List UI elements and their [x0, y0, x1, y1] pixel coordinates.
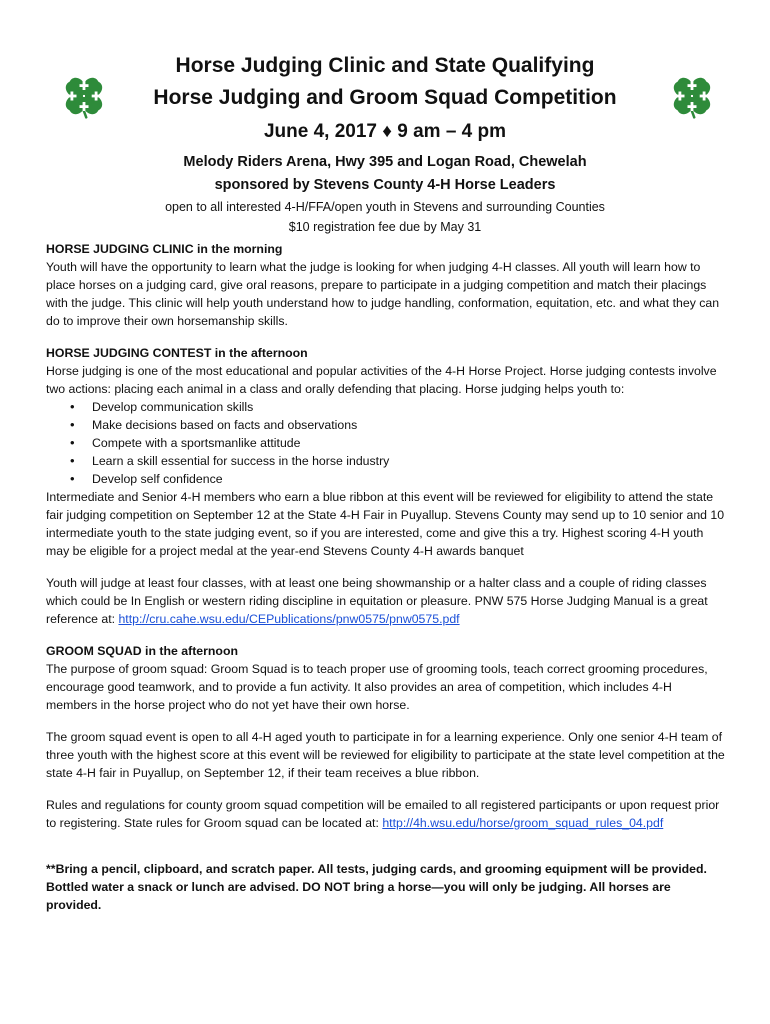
event-date: June 4, 2017 ♦ 9 am – 4 pm: [263, 121, 507, 142]
registration-fee: $10 registration fee due by May 31: [288, 220, 482, 234]
bring-note: **Bring a pencil, clipboard, and scratch paper. All tests, judging cards, and grooming equipment will be provided. Bottled water a snack or lunch are advised. DO NOT bring a horse—you will only be judging. All horses are provided.: [46, 862, 707, 912]
contest-eligibility: Intermediate and Senior 4-H members who earn a blue ribbon at this event will be reviewed for eligibility to attend the state fair judging competition on September 12 at the State 4-H Fair in Puyallup. Stevens County may send up to 10 senior and 10 intermediate youth to the state judging event, so if you are interested, come and give this a try. Highest scoring 4-H youth may be eligible for a project medal at the year-end Stevens County 4-H awards banquet: [46, 490, 725, 558]
4h-clover-icon: [666, 70, 718, 122]
groom-rules-text: Rules and regulations for county groom squad competition will be emailed to all registered participants or upon request prior to registering. State rules for Groom squad can be located at:: [46, 798, 720, 830]
event-venue: Melody Riders Arena, Hwy 395 and Logan Road, Chewelah: [183, 154, 587, 170]
clinic-heading: HORSE JUDGING CLINIC in the morning: [46, 242, 283, 256]
skills-list: [46, 398, 726, 488]
groom-purpose: The purpose of groom squad: Groom Squad is to teach proper use of grooming tools, teach correct grooming procedures, encourage good teamwork, and to provide a fun activity. It also provides an area of competition, which includes 4-H members in the horse project who do not yet have their own horse.: [46, 662, 708, 712]
rules-link[interactable]: http://4h.wsu.edu/horse/groom_squad_rules_04.pdf: [382, 816, 664, 830]
clinic-body: Youth will have the opportunity to learn what the judge is looking for when judging 4-H classes. All youth will learn how to place horses on a judging card, give oral reasons, prepare to participate in a judging competition and match their placings with the judge. This clinic will help youth understand how to judge handling, conformation, equitation, etc. and what they can do to improve their own horsemanship skills.: [46, 260, 720, 328]
groom-heading: GROOM SQUAD in the afternoon: [46, 644, 238, 658]
manual-link[interactable]: http://cru.cahe.wsu.edu/CEPublications/pnw0575/pnw0575.pdf: [118, 612, 460, 626]
list-item: • Make decisions based on facts and observations: [90, 416, 726, 434]
contest-classes: [46, 574, 726, 628]
title-line-2: Horse Judging and Groom Squad Competition: [153, 86, 617, 109]
list-item: • Learn a skill essential for success in the horse industry: [90, 452, 726, 470]
clinic-section: [46, 240, 726, 330]
eligibility-note: open to all interested 4-H/FFA/open youth in Stevens and surrounding Counties: [165, 200, 605, 214]
groom-rules: [46, 796, 726, 832]
flyer-body: [46, 240, 726, 914]
title-line-1: Horse Judging Clinic and State Qualifying: [175, 54, 595, 77]
contest-section: [46, 344, 726, 628]
contest-classes-text: Youth will judge at least four classes, with at least one being showmanship or a halter class and a couple of riding classes which could be In English or western riding discipline in equitation or pleasure. PNW 575 Horse Judging Manual is a great reference at:: [46, 576, 708, 626]
contest-intro: Horse judging is one of the most educational and popular activities of the 4-H Horse Project. Horse judging contests involve two actions: placing each animal in a class and orally defending that placing. Horse judging helps youth to:: [46, 364, 717, 396]
contest-heading: HORSE JUDGING CONTEST in the afternoon: [46, 346, 308, 360]
groom-event: The groom squad event is open to all 4-H aged youth to participate in for a learning experience. Only one senior 4-H team of three youth with the highest score at this event will be reviewed for eligibility to participate at the state level competition at the state 4-H fair in Puyallup, on September 12, if their team receives a blue ribbon.: [46, 730, 725, 780]
list-item: • Develop communication skills: [90, 398, 726, 416]
event-sponsor: sponsored by Stevens County 4-H Horse Leaders: [214, 177, 556, 193]
flyer-header: [100, 50, 670, 236]
groom-section: [46, 642, 726, 832]
list-item: • Develop self confidence: [90, 470, 726, 488]
list-item: • Compete with a sportsmanlike attitude: [90, 434, 726, 452]
